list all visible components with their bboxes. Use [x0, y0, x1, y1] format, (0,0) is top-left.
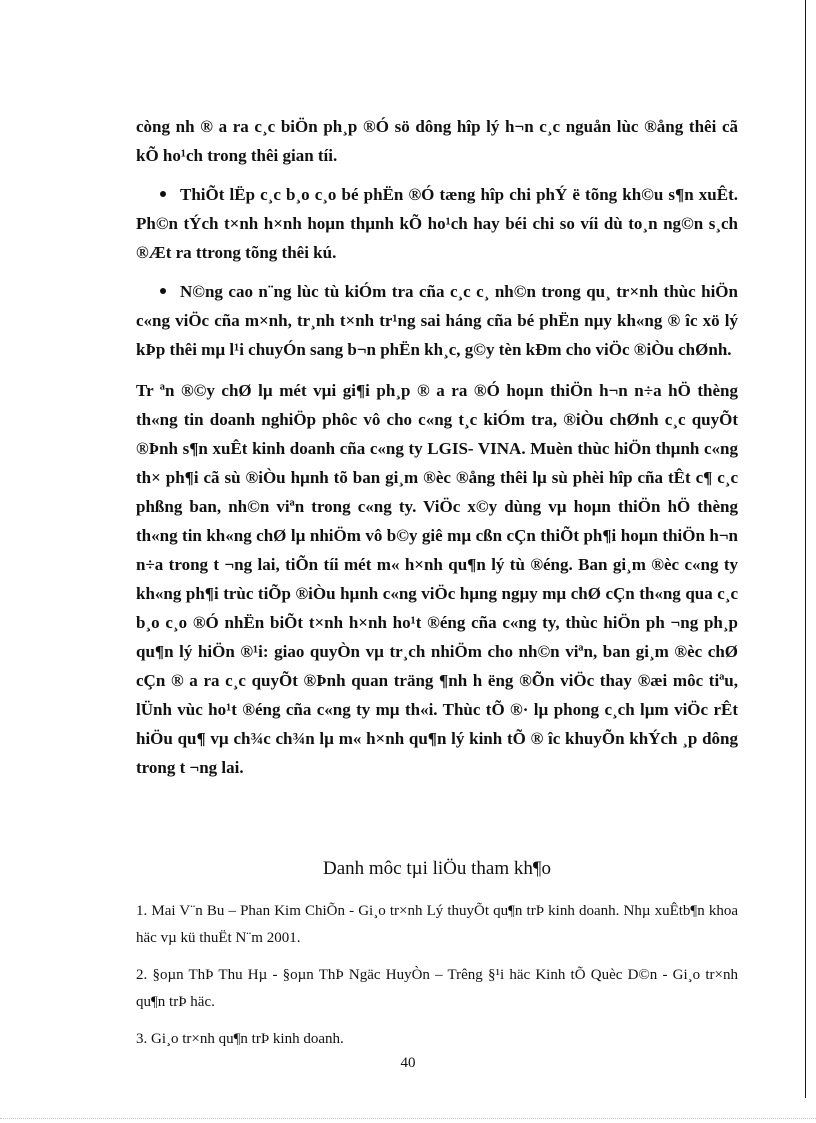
- references-list: [136, 898, 738, 1063]
- bullet-item: [136, 277, 738, 364]
- body-text: [136, 112, 738, 782]
- page-number: 40: [400, 1055, 416, 1071]
- bullet-item: [136, 180, 738, 267]
- bullet-dot-icon: [160, 288, 166, 294]
- page-right-border: [805, 0, 806, 1098]
- references-title: Danh môc tµi liÖu tham kh¶o: [323, 858, 551, 879]
- paragraph-intro: còng nh ® a ra c¸c biÖn ph¸p ®Ó sö dông hîp lý h¬n c¸c nguån lùc ®ång thêi cã kÕ ho¹ch trong thêi gian tíi.: [136, 117, 738, 165]
- bullet-text: ThiÕt lËp c¸c b¸o c¸o bé phËn ®Ó tæng hîp chi phÝ ë tõng kh©u s¶n xuÊt. Ph©n tÝch t×nh h×nh hoµn thµnh kÕ ho¹ch hay béi chi so víi dù to¸n ng©n s¸ch ®Æt ra ttrong tõng thêi kú.: [136, 185, 738, 262]
- page-bottom-rule: [0, 1118, 816, 1119]
- bullet-dot-icon: [160, 191, 166, 197]
- bullet-text: N©ng cao n¨ng lùc tù kiÓm tra cña c¸c c¸ nh©n trong qu¸ tr×nh thùc hiÖn c«ng viÖc cña m×nh, tr¸nh t×nh tr¹ng sai háng cña bé phËn nµy kh«ng ® îc xö lý kÞp thêi mµ l¹i chuyÓn sang b¬n phËn kh¸c, g©y tèn kÐm cho viÖc ®iÒu chØnh.: [136, 282, 738, 359]
- paragraph-main: Tr ªn ®©y chØ lµ mét vµi gi¶i ph¸p ® a ra ®Ó hoµn thiÖn h¬n n÷a hÖ thèng th«ng tin doanh nghiÖp phôc vô cho c«ng t¸c kiÓm tra, ®iÒu chØnh c¸c quyÕt ®Þnh s¶n xuÊt kinh doanh cña c«ng ty LGIS- VINA. Muèn thùc hiÖn thµnh c«ng th× ph¶i cã sù ®iÒu hµnh tõ ban gi¸m ®èc ®ång thêi lµ sù phèi hîp cña tÊt c¶ c¸c phßng ban, nh©n viªn trong c«ng ty. ViÖc x©y dùng vµ hoµn thiÖn hÖ thèng th«ng tin kh«ng chØ lµ nhiÖm vô b©y giê mµ cßn cÇn thiÕt ph¶i hoµn thiÖn h¬n n÷a trong t ¬ng lai, tiÕn tíi mét m« h×nh qu¶n lý tù ®éng. Ban gi¸m ®èc c«ng ty kh«ng ph¶i trùc tiÕp ®iÒu hµnh c«ng viÖc hµng ngµy mµ chØ cÇn th«ng qua c¸c b¸o c¸o ®Ó nhËn biÕt t×nh h×nh ho¹t ®éng cña c«ng ty, thùc hiÖn ph ¬ng ph¸p qu¶n lý hiÖn ®¹i: giao quyÒn vµ tr¸ch nhiÖm cho nh©n viªn, ban gi¸m ®èc chØ cÇn ® a ra c¸c quyÕt ®Þnh quan träng ¶nh h ëng ®Õn viÖc thay ®æi môc tiªu, lÜnh vùc ho¹t ®éng cña c«ng ty mµ th«i. Thùc tÕ ®· lµ phong c¸ch lµm viÖc rÊt hiÖu qu¶ vµ ch¾c ch¾n lµ m« h×nh qu¶n lý kinh tÕ ® îc khuyÕn khÝch ¸p dông trong t ¬ng lai.: [136, 381, 738, 777]
- reference-item: 1. Mai V¨n Bu – Phan Kim ChiÕn - Gi¸o tr×nh Lý thuyÕt qu¶n trÞ kinh doanh. Nhµ xuÊtb¶n khoa häc vµ kü thuËt N¨m 2001.: [136, 903, 738, 946]
- reference-item: 2. §oµn ThÞ Thu Hµ - §oµn ThÞ Ngäc HuyÒn – Trêng §¹i häc Kinh tÕ Quèc D©n - Gi¸o tr×nh qu¶n trÞ häc.: [136, 967, 738, 1010]
- reference-item: 3. Gi¸o tr×nh qu¶n trÞ kinh doanh.: [136, 1031, 344, 1047]
